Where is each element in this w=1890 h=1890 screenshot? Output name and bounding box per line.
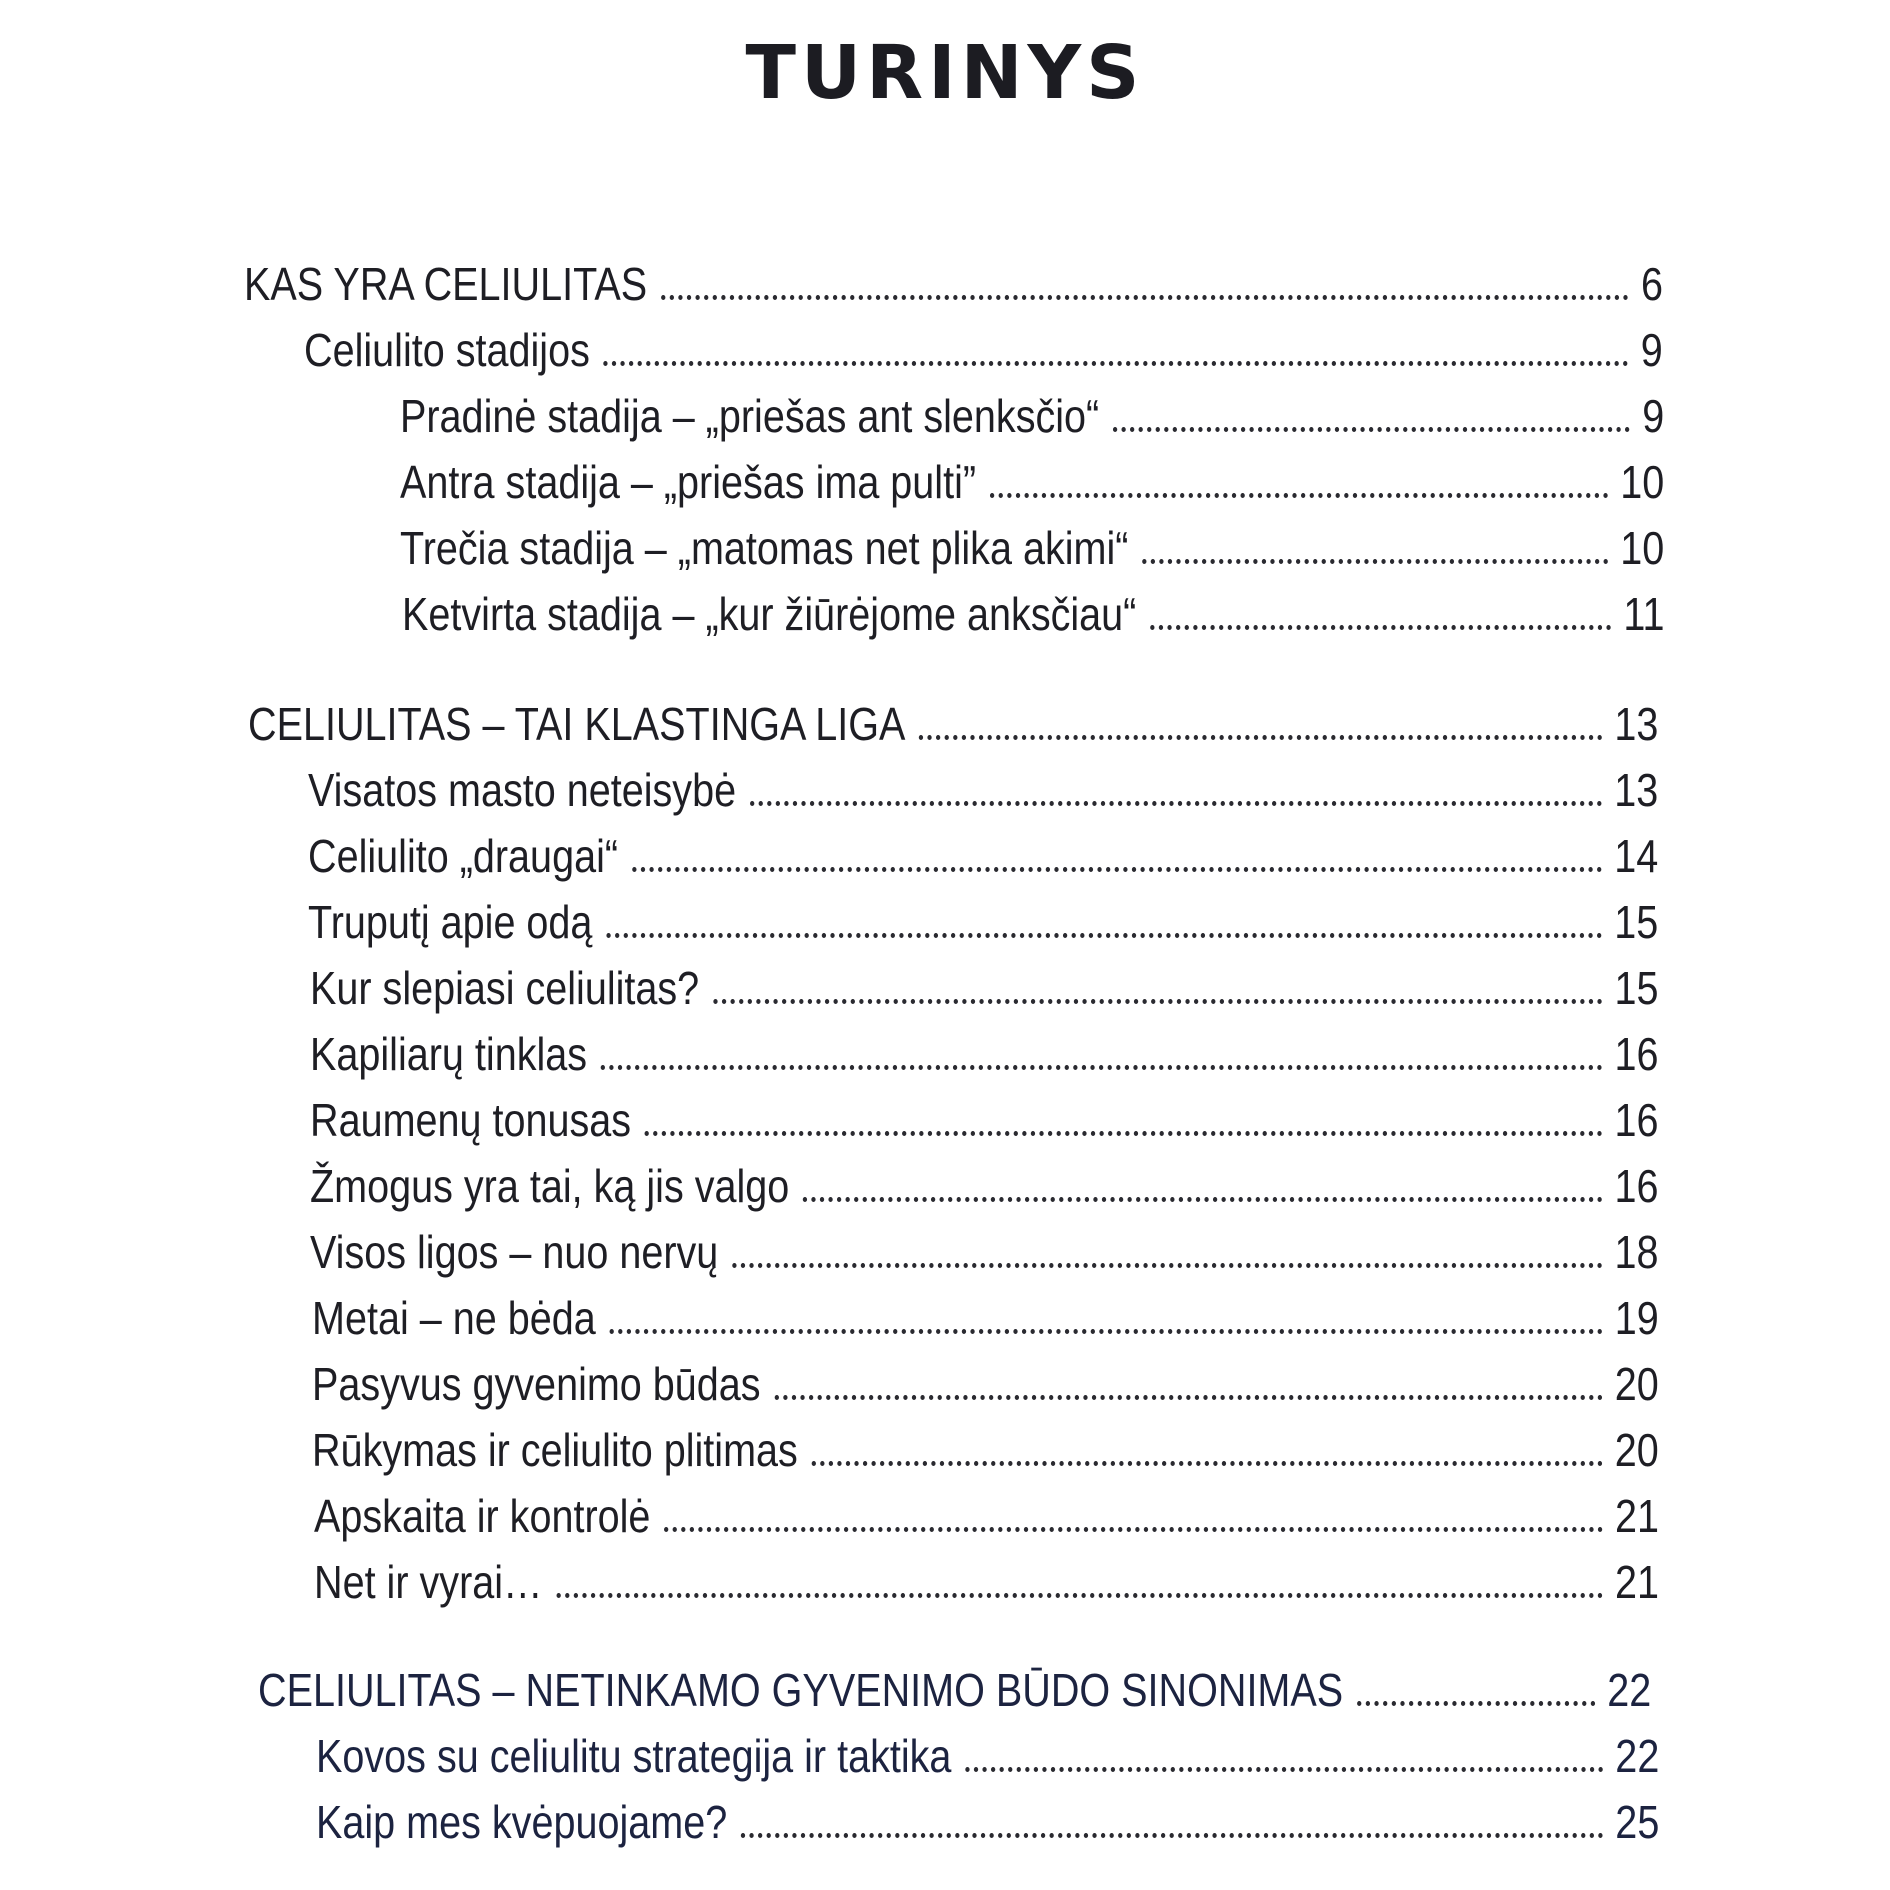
dot-leader bbox=[713, 999, 1602, 1004]
toc-entry-label: Kovos su celiulitu strategija ir taktika bbox=[316, 1730, 952, 1782]
dot-leader bbox=[990, 493, 1608, 498]
dot-leader bbox=[774, 1395, 1602, 1400]
toc-entry-label: Kaip mes kvėpuojame? bbox=[316, 1796, 728, 1848]
toc-entry-label: Truputį apie odą bbox=[308, 896, 593, 948]
toc-page-number: 13 bbox=[1614, 698, 1659, 750]
toc-entry-label: CELIULITAS – TAI KLASTINGA LIGA bbox=[248, 698, 906, 750]
dot-leader bbox=[919, 735, 1602, 740]
toc-entry[interactable] bbox=[316, 1722, 1659, 1784]
dot-leader bbox=[1357, 1701, 1595, 1706]
toc-entry-label: Pasyvus gyvenimo būdas bbox=[312, 1358, 761, 1410]
toc-page-number: 10 bbox=[1620, 522, 1665, 574]
toc-section-heading[interactable] bbox=[258, 1656, 1651, 1718]
toc-section-heading[interactable] bbox=[248, 690, 1658, 752]
dot-leader bbox=[1113, 427, 1630, 432]
toc-entry[interactable] bbox=[310, 954, 1658, 1016]
toc-entry-label: Pradinė stadija – „priešas ant slenksčio“ bbox=[400, 390, 1100, 442]
toc-entry-label: Rūkymas ir celiulito plitimas bbox=[312, 1424, 798, 1476]
dot-leader bbox=[661, 295, 1629, 300]
toc-entry[interactable] bbox=[312, 1416, 1659, 1478]
toc-page-number: 22 bbox=[1607, 1664, 1652, 1716]
toc-page-number: 25 bbox=[1615, 1796, 1660, 1848]
toc-entry[interactable] bbox=[314, 1548, 1659, 1610]
dot-leader bbox=[1142, 559, 1608, 564]
toc-entry[interactable] bbox=[308, 822, 1658, 884]
toc-page-number: 19 bbox=[1614, 1292, 1659, 1344]
toc-page-number: 20 bbox=[1614, 1424, 1659, 1476]
dot-leader bbox=[556, 1593, 1603, 1598]
toc-entry-label: Ketvirta stadija – „kur žiūrėjome anksčiau“ bbox=[402, 588, 1137, 640]
toc-subentry[interactable] bbox=[400, 514, 1664, 576]
toc-page-number: 10 bbox=[1620, 456, 1665, 508]
toc-entry-label: Apskaita ir kontrolė bbox=[314, 1490, 651, 1542]
toc-entry[interactable] bbox=[310, 1218, 1658, 1280]
toc-entry[interactable] bbox=[310, 1020, 1658, 1082]
dot-leader bbox=[1150, 625, 1611, 630]
toc-entry[interactable] bbox=[308, 756, 1658, 818]
dot-leader bbox=[965, 1767, 1603, 1772]
toc-entry[interactable] bbox=[316, 1788, 1659, 1850]
toc-subentry[interactable] bbox=[402, 580, 1664, 642]
toc-entry-label: Metai – ne bėda bbox=[312, 1292, 596, 1344]
toc-subentry[interactable] bbox=[400, 382, 1664, 444]
toc-page-number: 16 bbox=[1614, 1094, 1659, 1146]
dot-leader bbox=[609, 1329, 1602, 1334]
dot-leader bbox=[601, 1065, 1603, 1070]
toc-page-number: 11 bbox=[1623, 588, 1665, 640]
toc-page-number: 13 bbox=[1614, 764, 1659, 816]
toc-page-number: 20 bbox=[1614, 1358, 1659, 1410]
toc-entry-label: Celiulito „draugai“ bbox=[308, 830, 619, 882]
dot-leader bbox=[750, 801, 1602, 806]
toc-entry-label: Antra stadija – „priešas ima pulti” bbox=[400, 456, 977, 508]
toc-page-number: 15 bbox=[1614, 962, 1659, 1014]
dot-leader bbox=[632, 867, 1602, 872]
dot-leader bbox=[732, 1263, 1602, 1268]
toc-entry[interactable] bbox=[312, 1350, 1659, 1412]
toc-page-number: 15 bbox=[1614, 896, 1659, 948]
toc-entry-label: Celiulito stadijos bbox=[304, 324, 590, 376]
toc-entry-label: Žmogus yra tai, ką jis valgo bbox=[310, 1160, 790, 1212]
toc-entry-label: Net ir vyrai… bbox=[314, 1556, 543, 1608]
dot-leader bbox=[812, 1461, 1603, 1466]
toc-entry-label: CELIULITAS – NETINKAMO GYVENIMO BŪDO SINONIMAS bbox=[258, 1664, 1344, 1716]
toc-entry-label: Visos ligos – nuo nervų bbox=[310, 1226, 719, 1278]
toc-entry[interactable] bbox=[312, 1284, 1659, 1346]
toc-entry-label: Kapiliarų tinklas bbox=[310, 1028, 588, 1080]
dot-leader bbox=[741, 1833, 1603, 1838]
page-title: TURINYS bbox=[745, 30, 1145, 116]
toc-entry[interactable] bbox=[310, 1152, 1658, 1214]
toc-entry-label: Raumenų tonusas bbox=[310, 1094, 632, 1146]
toc-page-number: 22 bbox=[1615, 1730, 1660, 1782]
toc-page-number: 9 bbox=[1642, 390, 1665, 442]
toc-page-number: 16 bbox=[1614, 1160, 1659, 1212]
dot-leader bbox=[664, 1527, 1603, 1532]
toc-entry[interactable] bbox=[310, 1086, 1658, 1148]
dot-leader bbox=[606, 933, 1602, 938]
toc-page-number: 18 bbox=[1614, 1226, 1659, 1278]
toc-entry[interactable] bbox=[308, 888, 1658, 950]
toc-entry-label: KAS YRA CELIULITAS bbox=[244, 258, 648, 310]
toc-page-number: 21 bbox=[1615, 1490, 1660, 1542]
toc-subentry[interactable] bbox=[400, 448, 1664, 510]
toc-entry[interactable] bbox=[314, 1482, 1659, 1544]
dot-leader bbox=[803, 1197, 1602, 1202]
toc-page-number: 9 bbox=[1640, 324, 1663, 376]
toc-page-number: 14 bbox=[1614, 830, 1659, 882]
toc-section-heading[interactable] bbox=[244, 250, 1663, 312]
toc-entry-label: Visatos masto neteisybė bbox=[308, 764, 737, 816]
toc-page-number: 6 bbox=[1640, 258, 1663, 310]
toc-entry-label: Kur slepiasi celiulitas? bbox=[310, 962, 700, 1014]
dot-leader bbox=[645, 1131, 1603, 1136]
toc-page-number: 16 bbox=[1614, 1028, 1659, 1080]
toc-page-number: 21 bbox=[1615, 1556, 1660, 1608]
dot-leader bbox=[604, 361, 1629, 366]
toc-entry-label: Trečia stadija – „matomas net plika akimi“ bbox=[400, 522, 1129, 574]
toc-entry[interactable] bbox=[304, 316, 1663, 378]
